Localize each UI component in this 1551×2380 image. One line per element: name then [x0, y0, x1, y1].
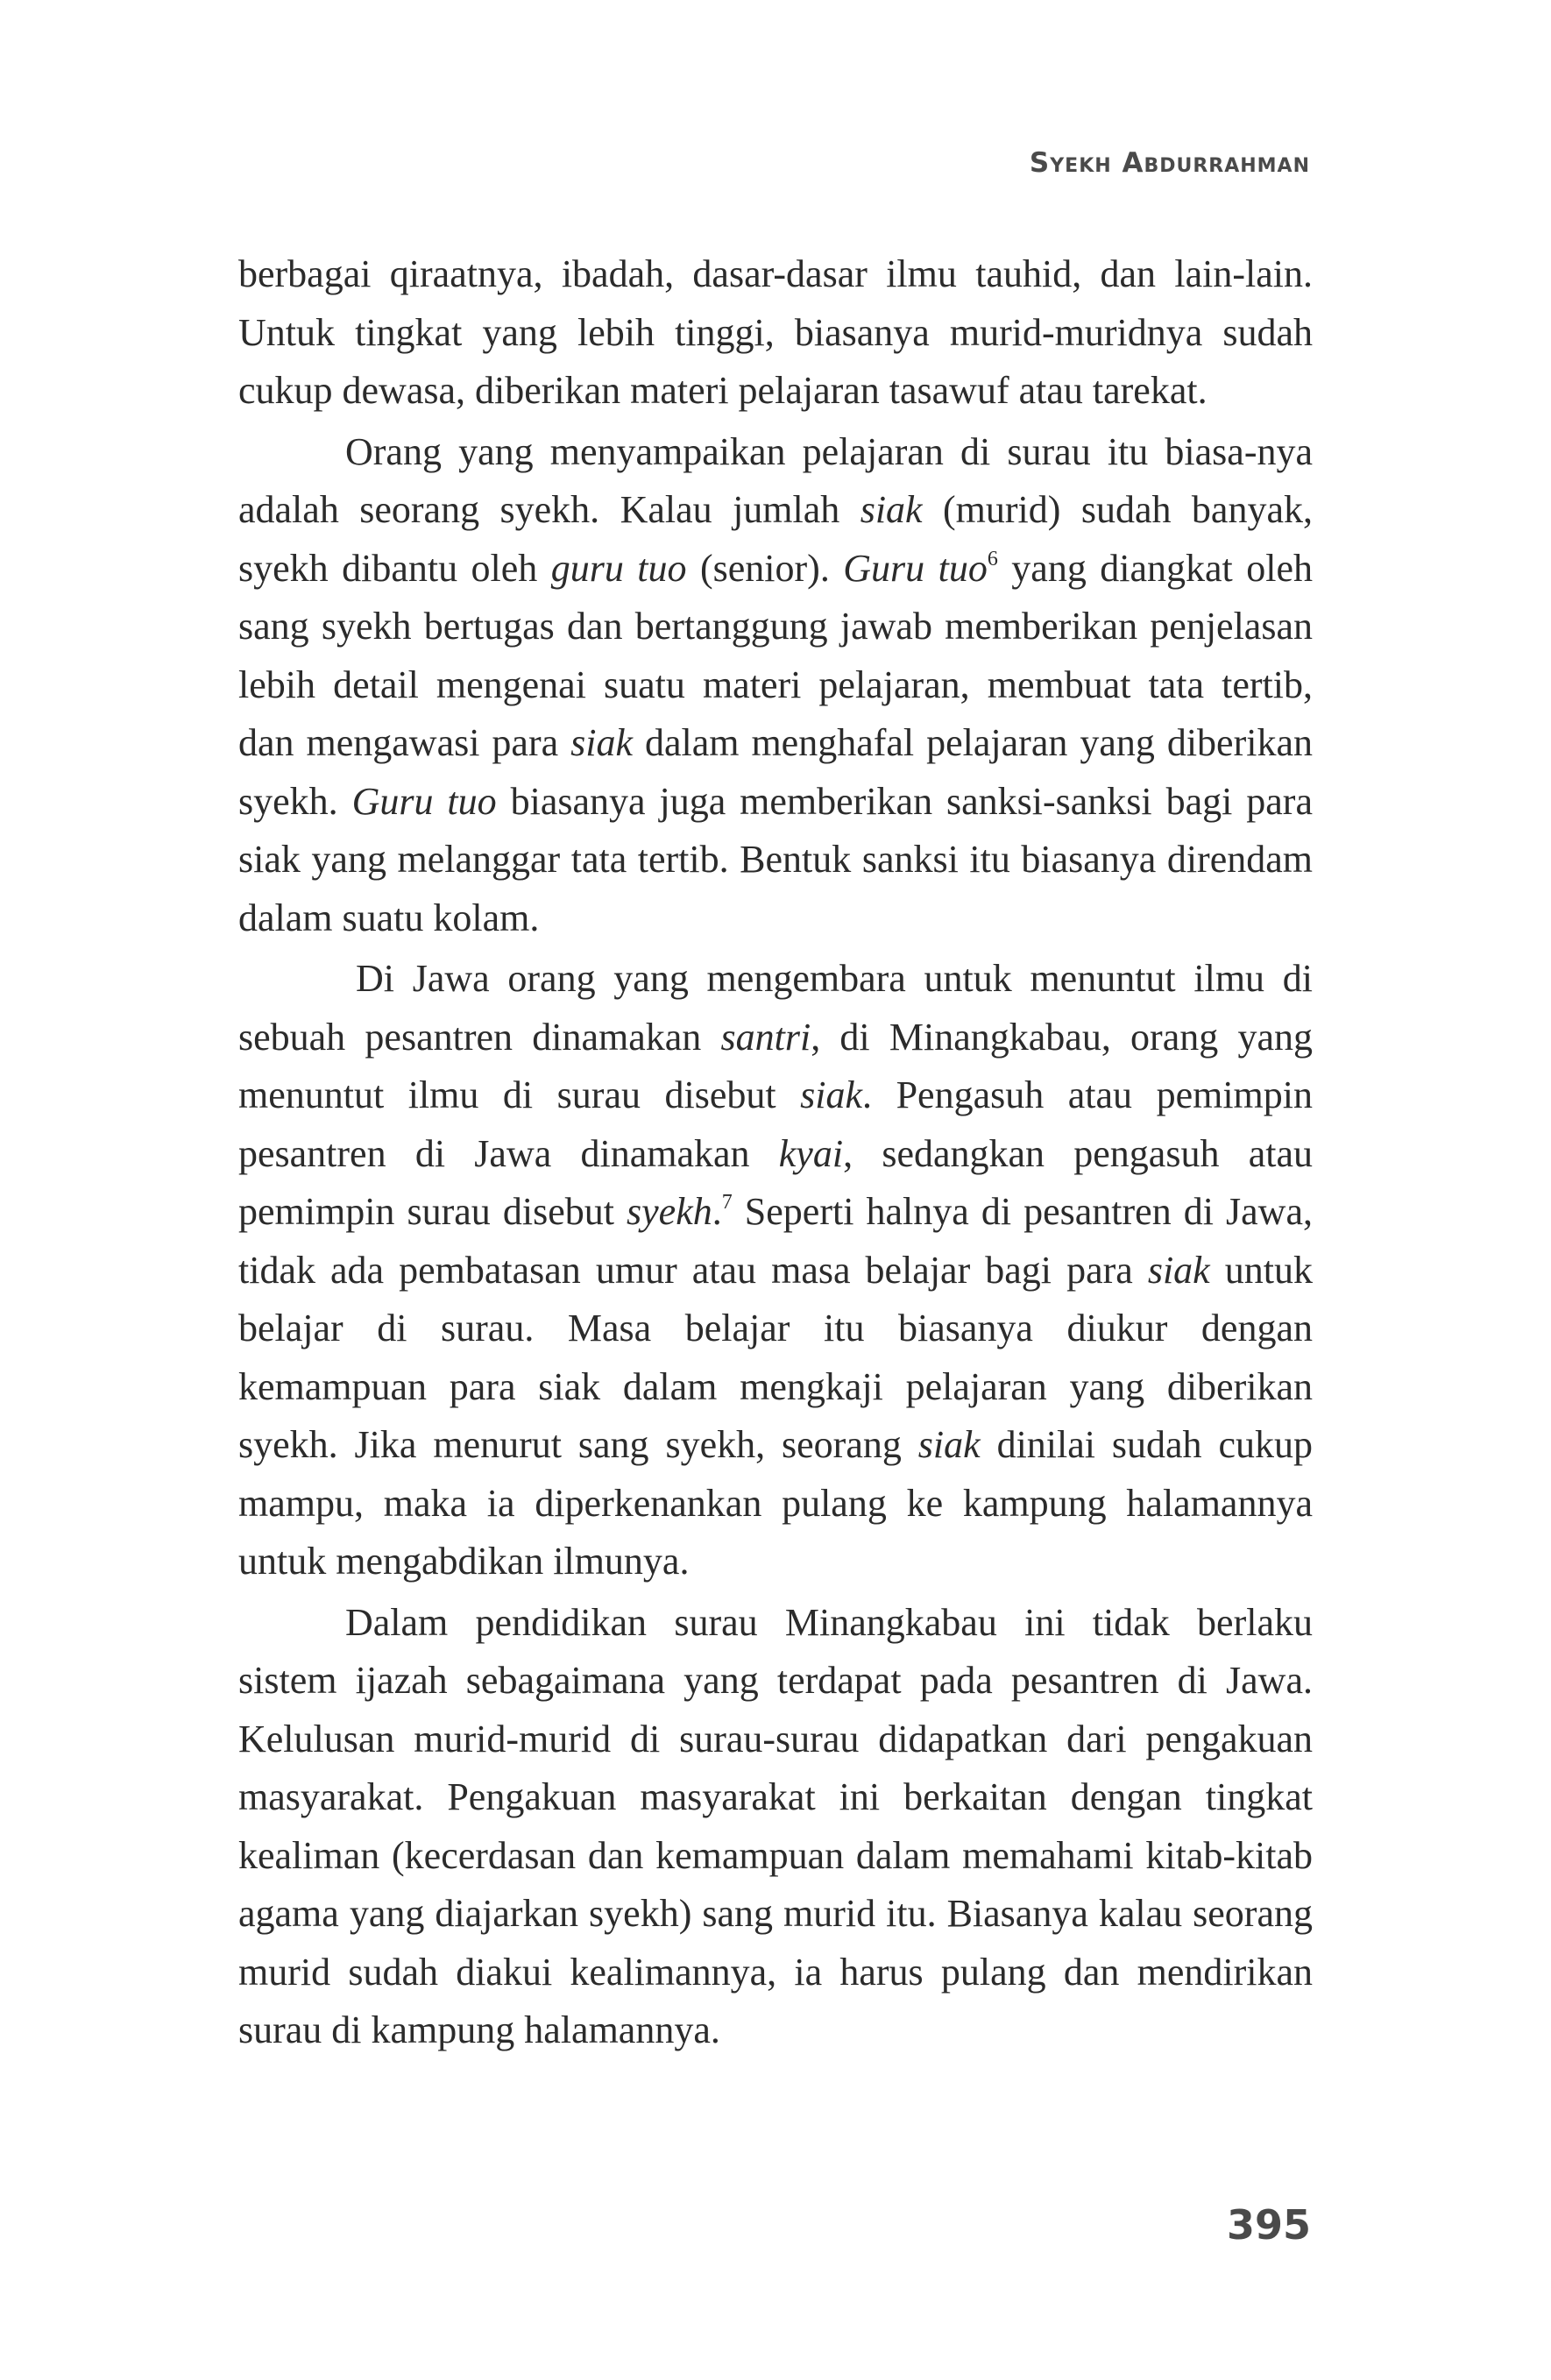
text-run: (senior). — [686, 546, 844, 590]
text-run: dinilai sudah cukup mampu, maka ia diperkenankan pulang ke kampung halamannya untuk mengabdikan ilmunya. — [238, 1423, 1313, 1583]
italic-term: siak — [917, 1423, 981, 1466]
text-run: untuk belajar di surau. Masa belajar itu biasanya diukur dengan kemampuan para siak dalam mengkaji pelajaran yang diberikan syekh. Jika menurut sang syekh, seorang — [238, 1248, 1313, 1466]
body-text — [238, 245, 1313, 2060]
text-run: biasanya juga memberikan sanksi-sanksi bagi para siak yang melanggar tata tertib. Bentuk sanksi itu biasanya direndam dalam suatu kolam. — [238, 779, 1313, 939]
text-run: dalam menghafal pelajaran yang diberikan syekh. — [238, 721, 1313, 823]
paragraph-2 — [238, 423, 1313, 948]
italic-term: Guru tuo — [351, 779, 497, 823]
italic-term: Guru tuo — [843, 546, 988, 590]
text-run: yang diangkat oleh sang syekh bertugas dan bertanggung jawab memberikan penjelasan lebih detail mengenai suatu materi pelajaran, membuat tata tertib, dan mengawasi para — [238, 546, 1313, 764]
text-run: . Pengasuh atau pemimpin pesantren di Jawa dinamakan — [238, 1073, 1313, 1175]
text-run: Di Jawa orang yang mengembara untuk menuntut ilmu di sebuah pesantren dinamakan — [238, 957, 1313, 1059]
text-run: , di Minangkabau, orang yang menuntut ilmu di surau disebut — [238, 1015, 1313, 1116]
text-run: , sedangkan pengasuh atau pemimpin surau disebut — [238, 1131, 1313, 1233]
italic-term: syekh — [627, 1190, 712, 1233]
italic-term: guru tuo — [550, 546, 687, 590]
footnote-ref-7[interactable]: 7 — [721, 1191, 733, 1214]
italic-term: siak — [800, 1073, 863, 1116]
italic-term: kyai — [778, 1131, 844, 1175]
paragraph-1: berbagai qiraatnya, ibadah, dasar-dasar ilmu tauhid, dan lain-lain. Untuk tingkat yang lebih tinggi, biasanya murid-muridnya sudah cukup dewasa, diberikan materi pelajaran tasawuf atau tarekat. — [238, 252, 1313, 412]
italic-term: siak — [1147, 1248, 1210, 1292]
text-run: (murid) sudah banyak, syekh dibantu oleh — [238, 488, 1313, 590]
footnote-ref-6[interactable]: 6 — [987, 547, 998, 570]
running-head-title: Syekh Abdurrahman — [1029, 147, 1310, 179]
paragraph-4: Dalam pendidikan surau Minangkabau ini tidak berlaku sistem ijazah sebagaimana yang terdapat pada pesantren di Jawa. Kelulusan murid-murid di surau-surau didapatkan dari pengakuan masyarakat. Pengakuan masyarakat ini berkaitan dengan tingkat kealiman (kecerdasan dan kemampuan dalam memahami kitab-kitab agama yang diajarkan syekh) sang murid itu. Biasanya kalau seorang murid sudah diakui kealimannya, ia harus pulang dan mendirikan surau di kampung halamannya. — [238, 1600, 1313, 2051]
italic-term: siak — [860, 488, 923, 531]
text-run: Orang yang menyampaikan pelajaran di surau itu biasa-nya adalah seorang syekh. Kalau jumlah — [238, 429, 1313, 531]
page-number: 395 — [1226, 2201, 1311, 2249]
paragraph-3 — [238, 950, 1313, 1591]
text-run: . — [712, 1190, 722, 1233]
italic-term: santri — [720, 1015, 811, 1059]
text-run: Seperti halnya di pesantren di Jawa, tidak ada pembatasan umur atau masa belajar bagi para — [238, 1190, 1313, 1292]
italic-term: siak — [570, 721, 633, 764]
